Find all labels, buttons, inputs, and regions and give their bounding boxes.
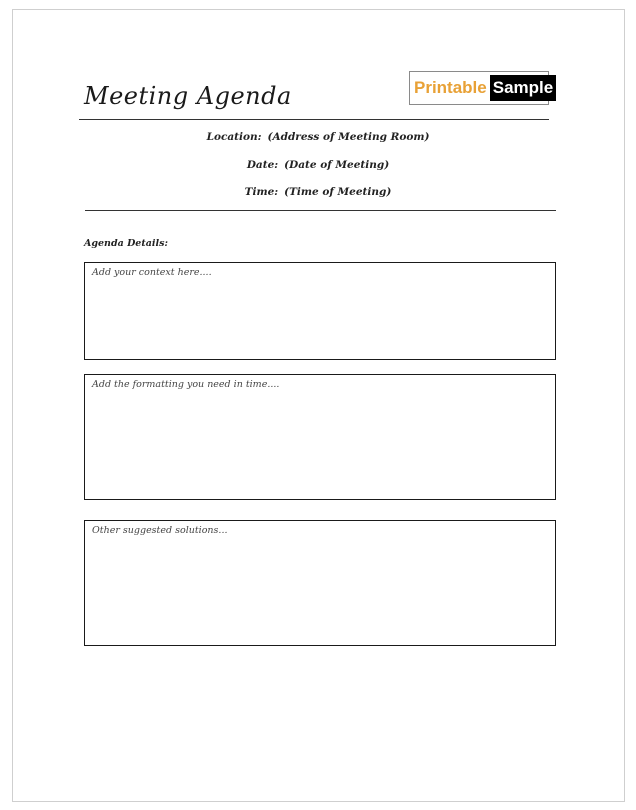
date-label: Date: — [246, 159, 279, 171]
location-line — [85, 131, 551, 143]
agenda-box-1[interactable] — [84, 262, 556, 360]
agenda-box-3-text[interactable]: Other suggested solutions... — [92, 525, 228, 536]
agenda-box-1-text[interactable]: Add your context here.... — [92, 267, 212, 278]
agenda-details-label: Agenda Details: — [84, 238, 168, 249]
location-value: (Address of Meeting Room) — [267, 131, 430, 143]
date-value: (Date of Meeting) — [284, 159, 390, 171]
agenda-box-2-text[interactable]: Add the formatting you need in time.... — [92, 379, 280, 390]
time-label: Time: — [244, 186, 279, 198]
logo-text-sample: Sample — [490, 75, 556, 101]
page-title: Meeting Agenda — [84, 82, 292, 110]
info-divider — [85, 210, 556, 211]
logo-text-printable: Printable — [414, 78, 487, 97]
time-value: (Time of Meeting) — [284, 186, 392, 198]
agenda-box-2[interactable] — [84, 374, 556, 500]
brand-logo — [409, 71, 554, 105]
date-line — [85, 159, 551, 171]
agenda-box-3[interactable] — [84, 520, 556, 646]
location-label: Location: — [206, 131, 262, 143]
title-divider — [79, 119, 549, 120]
time-line — [85, 186, 551, 198]
